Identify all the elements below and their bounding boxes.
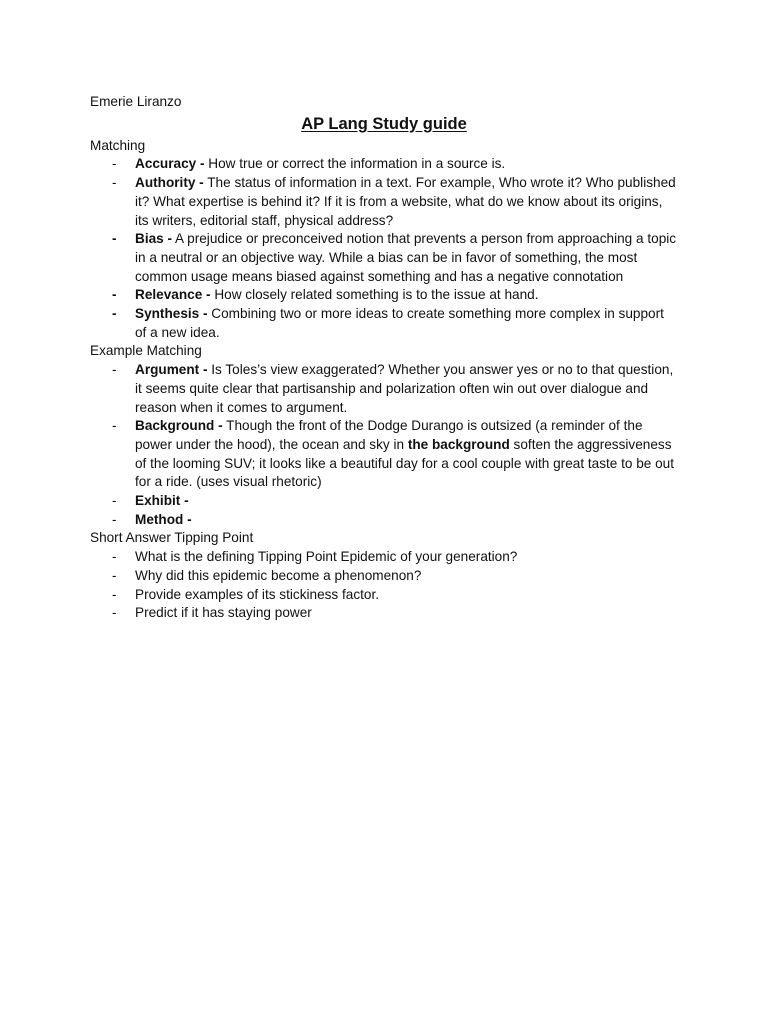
term-label: Method - xyxy=(135,511,192,527)
list-item xyxy=(90,305,678,342)
dash-bullet: - xyxy=(112,493,117,509)
question-text: Provide examples of its stickiness factor. xyxy=(135,586,380,602)
dash-bullet: - xyxy=(112,156,117,172)
emphasized-phrase: the background xyxy=(407,436,510,452)
term-label: Authority - xyxy=(135,175,204,191)
dash-bullet: - xyxy=(112,306,117,322)
term-definition: How closely related something is to the issue at hand. xyxy=(210,287,539,303)
term-definition: Is Toles’s view exaggerated? Whether you answer yes or no to that question, it seems quite clear that partisanship and polarization often win out over dialogue and reason when it comes to argument. xyxy=(135,362,674,415)
term-definition-part: soften the aggressiveness of the looming SUV; it looks like a beautiful day for a cool couple with great taste to be out for a ride. (uses visual rhetoric) xyxy=(135,436,675,490)
term-label: Background - xyxy=(135,418,223,434)
list-item xyxy=(90,230,678,286)
list-item xyxy=(90,567,678,586)
dash-bullet: - xyxy=(112,231,117,247)
question-text: Predict if it has staying power xyxy=(135,605,312,621)
list-item xyxy=(90,511,678,530)
list-item xyxy=(90,361,678,417)
term-label: Synthesis - xyxy=(135,306,208,322)
section-heading-matching: Matching xyxy=(90,137,146,153)
author-name: Emerie Liranzo xyxy=(90,94,182,109)
term-label: Argument - xyxy=(135,362,208,378)
term-definition: A prejudice or preconceived notion that prevents a person from approaching a topic in a neutral or an objective way. While a bias can be in favor of something, the most common usage means biased against something and has a negative connotation xyxy=(135,231,677,284)
short-answer-list xyxy=(90,548,678,623)
term-definition: The status of information in a text. For example, Who wrote it? Who published it? What expertise is behind it? If it is from a website, what do we know about its origins, its writers, editorial staff, physical address? xyxy=(135,175,676,228)
term-definition-part: Though the front of the Dodge Durango is outsized (a reminder of the power under the hood), the ocean and sky in xyxy=(135,418,643,452)
matching-list xyxy=(90,155,678,342)
dash-bullet: - xyxy=(112,549,117,565)
section-heading-short-answer: Short Answer Tipping Point xyxy=(90,530,254,546)
list-item xyxy=(90,174,678,230)
term-label: Accuracy - xyxy=(135,156,205,172)
question-text: Why did this epidemic become a phenomenon? xyxy=(135,567,422,583)
dash-bullet: - xyxy=(112,511,117,527)
list-item xyxy=(90,417,678,492)
dash-bullet: - xyxy=(112,175,117,191)
term-definition: How true or correct the information in a source is. xyxy=(204,156,506,172)
list-item xyxy=(90,604,678,623)
term-label: Bias - xyxy=(135,231,173,247)
dash-bullet: - xyxy=(112,586,117,602)
list-item xyxy=(90,155,678,174)
dash-bullet: - xyxy=(112,605,117,621)
section-heading-example-matching: Example Matching xyxy=(90,343,202,359)
example-matching-list xyxy=(90,361,678,529)
list-item xyxy=(90,286,678,305)
term-label: Relevance - xyxy=(135,287,211,303)
list-item xyxy=(90,586,678,605)
dash-bullet: - xyxy=(112,362,117,378)
term-definition: Combining two or more ideas to create something more complex in support of a new idea. xyxy=(135,306,664,340)
document-title: AP Lang Study guide xyxy=(301,114,467,133)
dash-bullet: - xyxy=(112,567,117,583)
question-text: What is the defining Tipping Point Epidemic of your generation? xyxy=(135,549,518,565)
term-label: Exhibit - xyxy=(135,493,189,509)
dash-bullet: - xyxy=(112,287,117,303)
dash-bullet: - xyxy=(112,418,117,434)
list-item xyxy=(90,548,678,567)
list-item xyxy=(90,492,678,511)
